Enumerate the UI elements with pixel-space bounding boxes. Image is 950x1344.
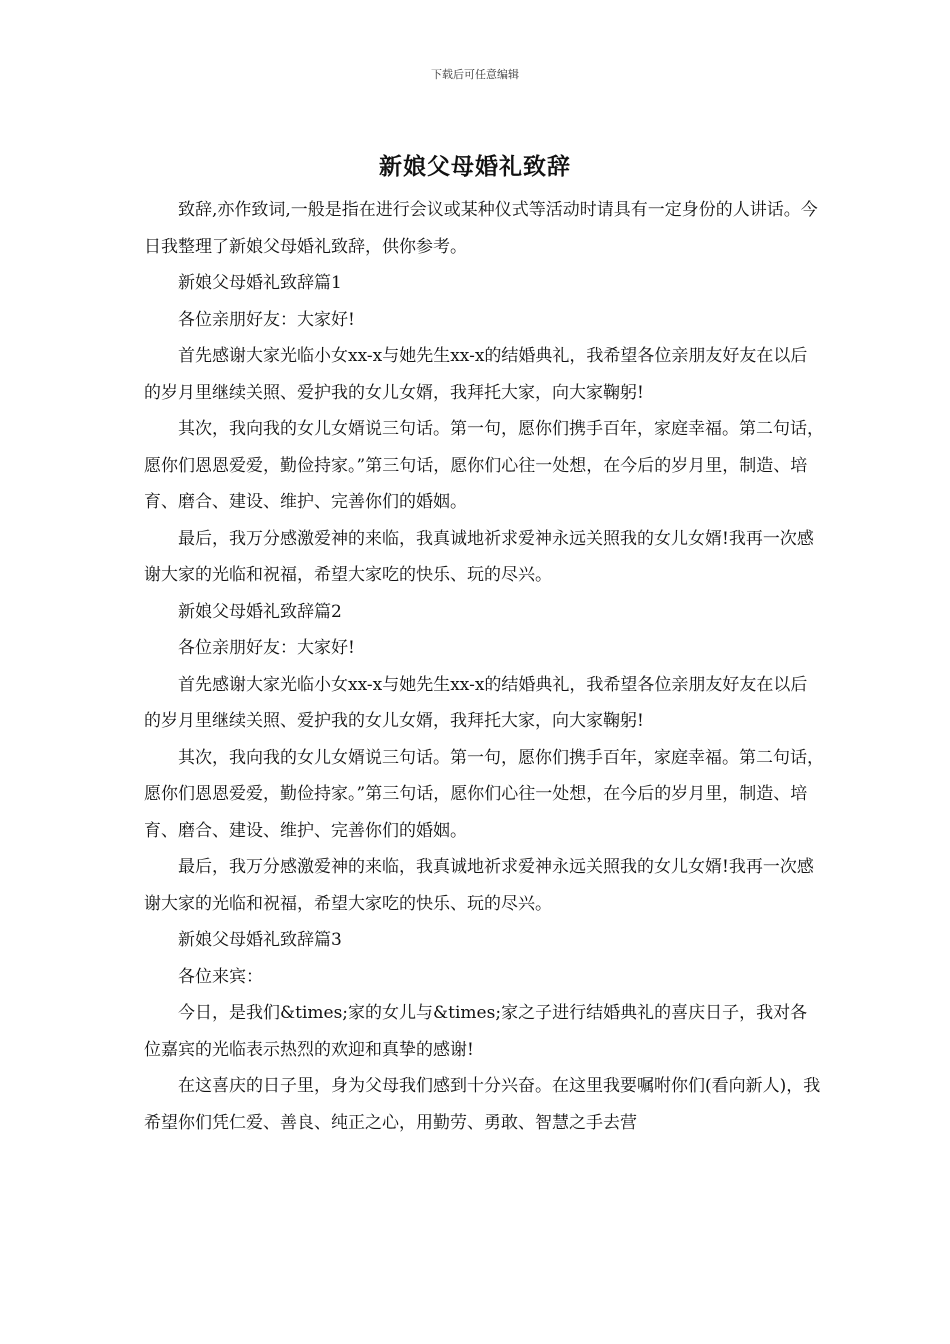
header-note: 下载后可任意编辑 (431, 68, 519, 81)
intro-paragraph: 致辞,亦作致词,一般是指在进行会议或某种仪式等活动时请具有一定身份的人讲话。今日我整理了新娘父母婚礼致辞，供你参考。 (144, 200, 818, 257)
paragraph: 最后，我万分感激爱神的来临，我真诚地祈求爱神永远关照我的女儿女婿!我再一次感谢大家的光临和祝福，希望大家吃的快乐、玩的尽兴。 (144, 857, 814, 914)
section-heading-2: 新娘父母婚礼致辞篇2 (178, 601, 342, 622)
section-heading-1: 新娘父母婚礼致辞篇1 (178, 273, 342, 293)
paragraph: 其次，我向我的女儿女婿说三句话。第一句，愿你们携手百年，家庭幸福。第二句话，愿你们恩恩爱爱，勤俭持家。”第三句话，愿你们心往一处想，在今后的岁月里，制造、培育、磨合、建设、维护、完善你们的婚姻。 (144, 419, 824, 512)
paragraph: 最后，我万分感激爱神的来临，我真诚地祈求爱神永远关照我的女儿女婿!我再一次感谢大家的光临和祝福，希望大家吃的快乐、玩的尽兴。 (144, 528, 814, 585)
document-title: 新娘父母婚礼致辞 (379, 153, 571, 180)
document-body (144, 192, 824, 1141)
paragraph: 其次，我向我的女儿女婿说三句话。第一句，愿你们携手百年，家庭幸福。第二句话，愿你们恩恩爱爱，勤俭持家。”第三句话，愿你们心往一处想，在今后的岁月里，制造、培育、磨合、建设、维护、完善你们的婚姻。 (144, 747, 824, 841)
paragraph: 在这喜庆的日子里，身为父母我们感到十分兴奋。在这里我要嘱咐你们(看向新人)，我希望你们凭仁爱、善良、纯正之心，用勤劳、勇敢、智慧之手去营 (144, 1076, 821, 1133)
greeting: 各位亲朋好友：大家好! (178, 638, 355, 658)
paragraph: 首先感谢大家光临小女xx-x与她先生xx-x的结婚典礼，我希望各位亲朋友好友在以后的岁月里继续关照、爱护我的女儿女婿，我拜托大家，向大家鞠躬! (144, 674, 808, 731)
paragraph: 首先感谢大家光临小女xx-x与她先生xx-x的结婚典礼，我希望各位亲朋友好友在以后的岁月里继续关照、爱护我的女儿女婿，我拜托大家，向大家鞠躬! (144, 346, 808, 403)
section-heading-3: 新娘父母婚礼致辞篇3 (178, 930, 342, 950)
greeting: 各位亲朋好友：大家好! (178, 309, 355, 330)
paragraph: 今日，是我们&times;家的女儿与&times;家之子进行结婚典礼的喜庆日子，我对各位嘉宾的光临表示热烈的欢迎和真挚的感谢! (144, 1003, 808, 1060)
greeting: 各位来宾： (178, 966, 263, 987)
